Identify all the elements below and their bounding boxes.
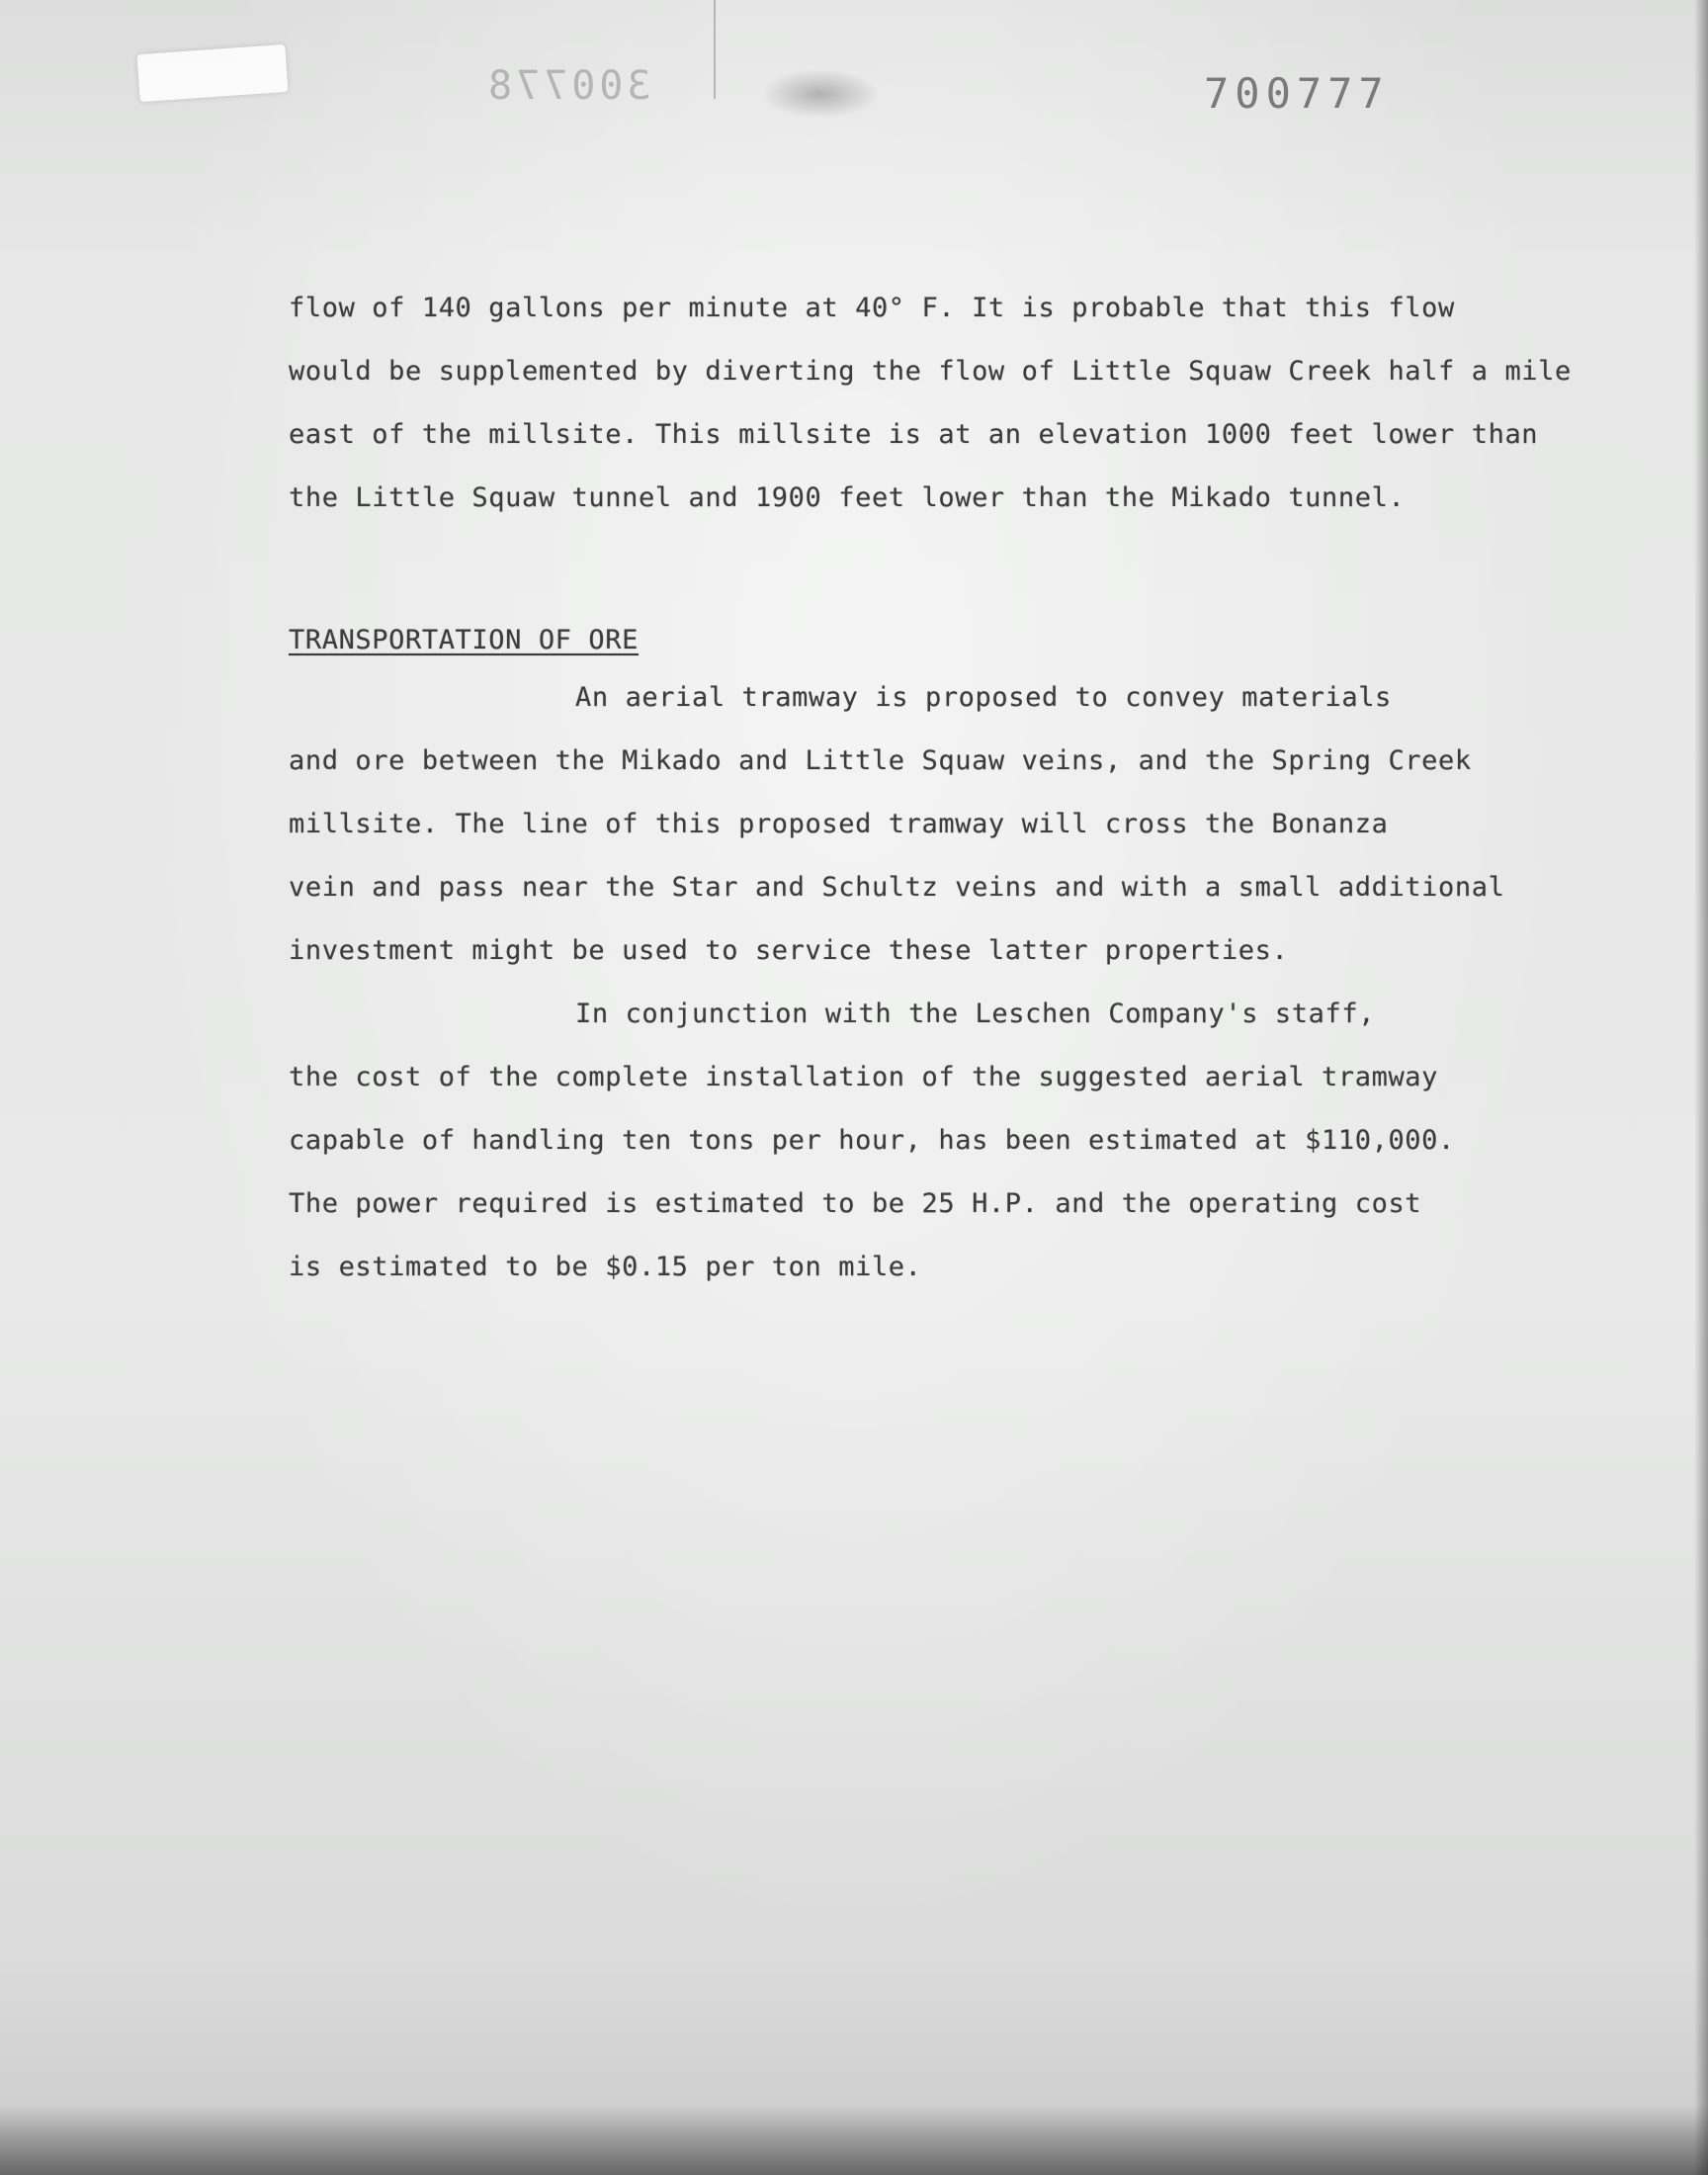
text-line: flow of 140 gallons per minute at 40° F. It is probable that this flow: [289, 293, 1455, 323]
page-number: 700777: [1204, 69, 1390, 118]
section-heading: TRANSPORTATION OF ORE: [289, 625, 639, 655]
paper-bottom-shadow: [0, 2106, 1708, 2175]
ink-smudge: [761, 69, 880, 119]
text-line: the cost of the complete installation of the suggested aerial tramway: [289, 1062, 1439, 1092]
text-line: vein and pass near the Star and Schultz veins and with a small additional: [289, 872, 1505, 903]
text-line: would be supplemented by diverting the flow of Little Squaw Creek half a mile: [289, 356, 1572, 387]
text-line: east of the millsite. This millsite is at an elevation 1000 feet lower than: [289, 419, 1539, 450]
text-line: the Little Squaw tunnel and 1900 feet lower than the Mikado tunnel.: [289, 482, 1406, 513]
paper-edge-shadow: [1694, 0, 1708, 2175]
text-line: is estimated to be $0.15 per ton mile.: [289, 1252, 922, 1282]
text-line: The power required is estimated to be 25 H.P. and the operating cost: [289, 1188, 1422, 1219]
paper-fold-mark: [714, 0, 716, 99]
text-line: millsite. The line of this proposed tramway will cross the Bonanza: [289, 809, 1389, 839]
bleed-through-number: 300778: [484, 63, 651, 109]
text-line: investment might be used to service these latter properties.: [289, 935, 1289, 966]
text-line: An aerial tramway is proposed to convey materials: [575, 682, 1392, 713]
text-line: and ore between the Mikado and Little Squaw veins, and the Spring Creek: [289, 745, 1472, 776]
tape-residue: [137, 44, 289, 102]
text-line: In conjunction with the Leschen Company's staff,: [575, 999, 1376, 1029]
text-line: capable of handling ten tons per hour, has been estimated at $110,000.: [289, 1125, 1455, 1156]
